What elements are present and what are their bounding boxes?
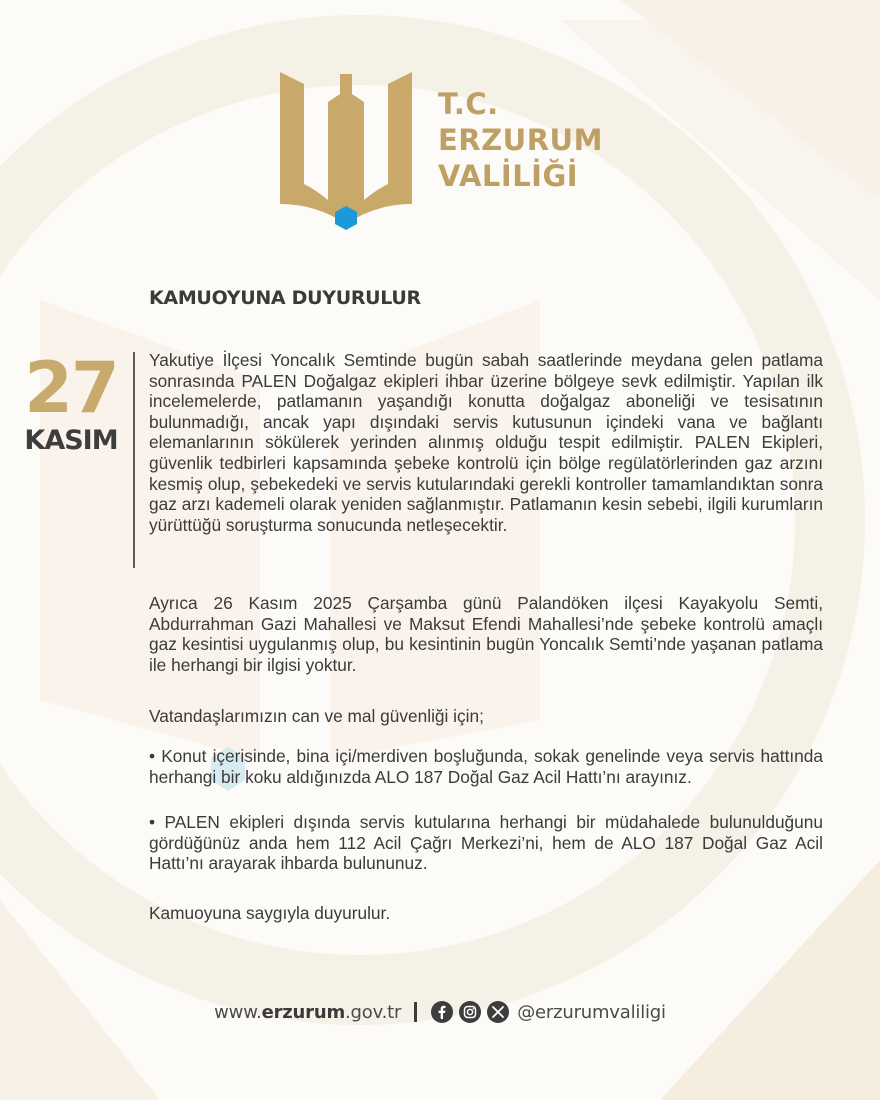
erzurum-valiligi-logo — [276, 64, 416, 236]
logo-wordmark — [438, 86, 603, 194]
date-month: KASIM — [24, 425, 118, 456]
paragraph-safety-intro: Vatandaşlarımızın can ve mal güvenliği için; — [149, 706, 484, 726]
paragraph-closing: Kamuoyuna saygıyla duyurulur. — [149, 903, 391, 923]
social-handle[interactable]: @erzurumvaliligi — [517, 1001, 666, 1023]
bullet-service-box: • PALEN ekipleri dışında servis kutularına herhangi bir müdahalede bulunulduğunu gördüğünüz anda hem 112 Acil Çağrı Merkezi’ni, hem de ALO 187 Doğal Gaz Acil Hattı’nı arayarak ihbarda bulununuz. — [149, 812, 823, 874]
date-block — [20, 347, 122, 458]
paragraph-incident: Yakutiye İlçesi Yoncalık Semtinde bugün sabah saatlerinde meydana gelen patlama sonrasında PALEN Doğalgaz ekipleri ihbar üzerine bölgeye sevk edilmiştir. Yapılan ilk incelemelerde, patlamanın yaşandığı konutta doğalgaz aboneliği ve tesisatının bulunmadığı, ancak yapı dışındaki servis kutusunun içindeki vana ve bağlantı elemanlarının sökülerek yerinden alınmış olduğu tespit edilmiştir. PALEN Ekipleri, güvenlik tedbirleri kapsamında şebeke kontrolü için bölge regülatörlerinden gaz arzını kesmiş olup, şebekedeki ve servis kutularındaki gerekli kontroller tamamlandıktan sonra gaz arzı kademeli olarak yeniden sağlanmıştır. Patlamanın kesin sebebi, ilgili kurumların yürüttüğü soruşturma sonucunda netleşecektir. — [149, 350, 823, 535]
date-divider — [133, 352, 135, 568]
announcement-heading: KAMUOYUNA DUYURULUR — [149, 287, 421, 309]
logo-line-erzurum: ERZURUM — [438, 123, 603, 157]
facebook-icon[interactable] — [431, 1001, 453, 1023]
instagram-icon[interactable] — [459, 1001, 481, 1023]
website-link[interactable]: www.erzurum.gov.tr — [214, 1001, 402, 1023]
x-icon[interactable] — [487, 1001, 509, 1023]
logo-line-valiligi: VALİLİĞİ — [438, 159, 579, 193]
paragraph-outage: Ayrıca 26 Kasım 2025 Çarşamba günü Palandöken ilçesi Kayakyolu Semti, Abdurrahman Gazi Mahallesi ve Maksut Efendi Mahallesi’nde şebeke kontrolü amaçlı gaz kesintisi uygulanmış olup, bu kesintinin bugün Yoncalık Semti’nde yaşanan patlama ile herhangi bir ilgisi yoktur. — [149, 593, 823, 675]
bullet-gas-smell: • Konut içerisinde, bina içi/merdiven boşluğunda, sokak genelinde veya servis hattında herhangi bir koku aldığınızda ALO 187 Doğal Gaz Acil Hattı’nı arayınız. — [149, 746, 823, 787]
logo-line-tc: T.C. — [438, 87, 499, 121]
footer-separator — [414, 1002, 417, 1022]
footer — [0, 998, 880, 1026]
date-day: 27 — [24, 347, 118, 429]
